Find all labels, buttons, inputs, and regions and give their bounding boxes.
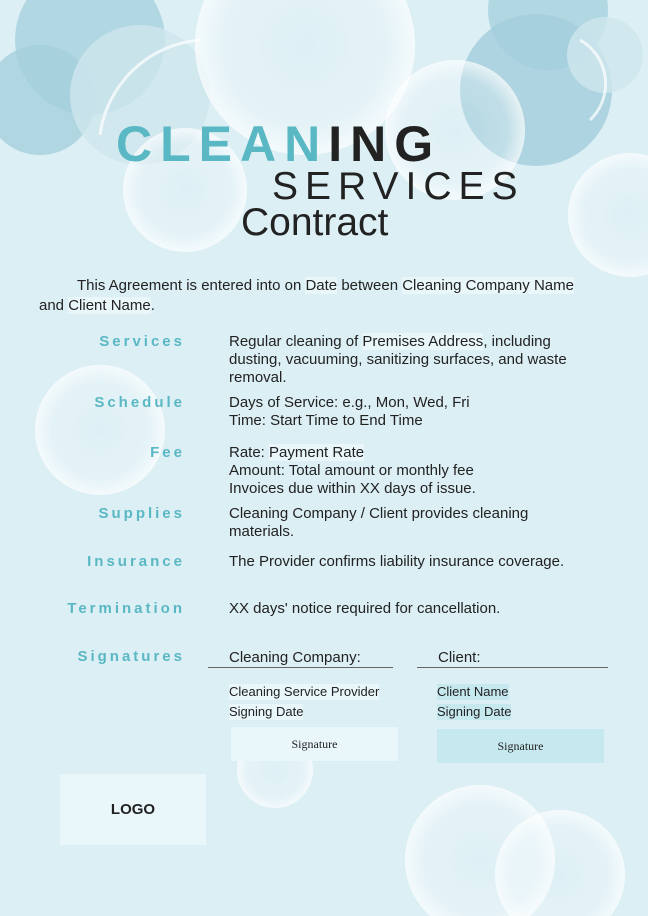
services-label: Services [99, 333, 185, 350]
company-signature-line [208, 667, 393, 668]
client-signature-heading: Client: [438, 649, 481, 666]
company-signature-heading: Cleaning Company: [229, 649, 361, 666]
company-signing-date[interactable]: Signing Date [229, 704, 304, 719]
title-services: SERVICES [272, 165, 525, 208]
schedule-label: Schedule [94, 394, 185, 411]
insurance-text: The Provider confirms liability insurance coverage. [229, 553, 565, 570]
fee-text: Rate: Payment Rate Amount: Total amount or monthly fee Invoices due within XX days of issue. [229, 444, 476, 497]
premises-address-field[interactable]: Premises Address [362, 333, 484, 350]
title-cleaning: CLEANING [116, 116, 442, 172]
intro-paragraph: This Agreement is entered into on Date between Cleaning Company Name and Client Name. [39, 277, 574, 314]
company-name-field[interactable]: Cleaning Company Name [402, 277, 574, 294]
fee-label: Fee [150, 444, 185, 461]
schedule-text: Days of Service: e.g., Mon, Wed, Fri Time: Start Time to End Time [229, 394, 470, 429]
title-contract: Contract [241, 201, 389, 244]
logo-placeholder[interactable]: LOGO [60, 774, 206, 845]
client-signature-box[interactable]: Signature [437, 729, 604, 763]
signatures-label: Signatures [77, 648, 185, 665]
company-provider-name[interactable]: Cleaning Service Provider [229, 684, 380, 699]
supplies-text: Cleaning Company / Client provides cleaning materials. [229, 505, 529, 540]
termination-label: Termination [67, 600, 185, 617]
company-signature-box[interactable]: Signature [231, 727, 398, 761]
services-text: Regular cleaning of Premises Address, including dusting, vacuuming, sanitizing surfaces, and waste removal. [229, 333, 567, 386]
client-name-field[interactable]: Client Name [68, 297, 151, 314]
client-signing-date[interactable]: Signing Date [437, 704, 512, 719]
client-name[interactable]: Client Name [437, 684, 509, 699]
insurance-label: Insurance [87, 553, 185, 570]
payment-rate-field[interactable]: Payment Rate [269, 444, 365, 461]
termination-text: XX days' notice required for cancellation. [229, 600, 501, 617]
date-field[interactable]: Date [305, 277, 338, 294]
client-signature-line [417, 667, 608, 668]
supplies-label: Supplies [98, 505, 185, 522]
